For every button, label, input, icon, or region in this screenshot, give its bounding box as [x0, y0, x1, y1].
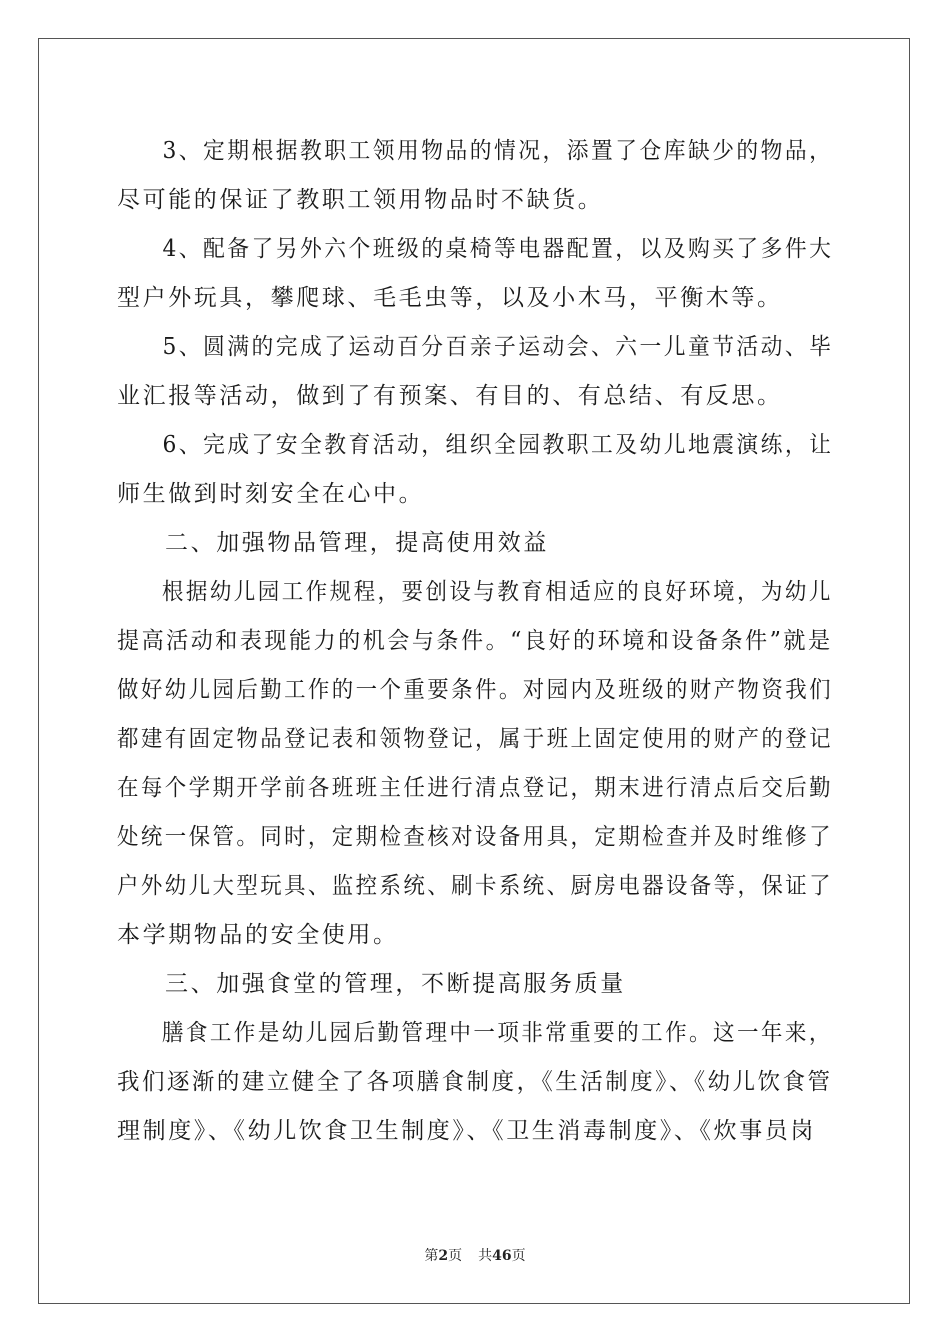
text-line: 理制度》、《幼儿饮食卫生制度》、《卫生消毒制度》、《炊事员岗	[117, 1118, 816, 1144]
page-number: 2	[438, 1248, 449, 1264]
text-line: 型户外玩具，攀爬球、毛毛虫等，以及小木马，平衡木等。	[117, 285, 783, 311]
paragraph	[117, 519, 833, 568]
text-line: 户外幼儿大型玩具、监控系统、刷卡系统、厨房电器设备等，保证了	[117, 873, 834, 899]
text-line: 做好幼儿园后勤工作的一个重要条件。对园内及班级的财产物资我们	[117, 677, 834, 703]
text-line: 处统一保管。同时，定期检查核对设备用具，定期检查并及时维修了	[117, 824, 834, 850]
paragraph	[117, 568, 833, 960]
text-line: 提高活动和表现能力的机会与条件。“良好的环境和设备条件”就是	[117, 628, 833, 654]
page-footer	[0, 1245, 950, 1265]
text-line: 5、圆满的完成了运动百分百亲子运动会、六一儿童节活动、毕	[162, 334, 834, 360]
text-line: 3、定期根据教职工领用物品的情况，添置了仓库缺少的物品，	[162, 138, 834, 164]
document-body	[117, 127, 833, 1156]
total-prefix: 共	[478, 1248, 493, 1264]
text-line: 师生做到时刻安全在心中。	[117, 481, 425, 507]
paragraph	[117, 127, 833, 225]
text-line: 二、加强物品管理，提高使用效益	[165, 530, 549, 556]
paragraph	[117, 421, 833, 519]
paragraph	[117, 225, 833, 323]
page-suffix: 页	[448, 1248, 463, 1264]
paragraph	[117, 960, 833, 1009]
total-pages: 46	[492, 1248, 512, 1264]
text-line: 4、配备了另外六个班级的桌椅等电器配置，以及购买了多件大	[162, 236, 834, 262]
text-line: 都建有固定物品登记表和领物登记，属于班上固定使用的财产的登记	[117, 726, 834, 752]
text-line: 本学期物品的安全使用。	[117, 922, 399, 948]
paragraph	[117, 323, 833, 421]
text-line: 业汇报等活动，做到了有预案、有目的、有总结、有反思。	[117, 383, 783, 409]
page-prefix: 第	[424, 1248, 439, 1264]
text-line: 在每个学期开学前各班班主任进行清点登记，期末进行清点后交后勤	[117, 775, 834, 801]
total-suffix: 页	[511, 1248, 526, 1264]
text-line: 三、加强食堂的管理，不断提高服务质量	[165, 971, 626, 997]
text-line: 6、完成了安全教育活动，组织全园教职工及幼儿地震演练，让	[162, 432, 834, 458]
text-line: 尽可能的保证了教职工领用物品时不缺货。	[117, 187, 604, 213]
text-line: 根据幼儿园工作规程，要创设与教育相适应的良好环境，为幼儿	[161, 579, 833, 605]
text-line: 我们逐渐的建立健全了各项膳食制度，《生活制度》、《幼儿饮食管	[117, 1069, 833, 1095]
paragraph	[117, 1009, 833, 1156]
text-line: 膳食工作是幼儿园后勤管理中一项非常重要的工作。这一年来，	[161, 1020, 833, 1046]
